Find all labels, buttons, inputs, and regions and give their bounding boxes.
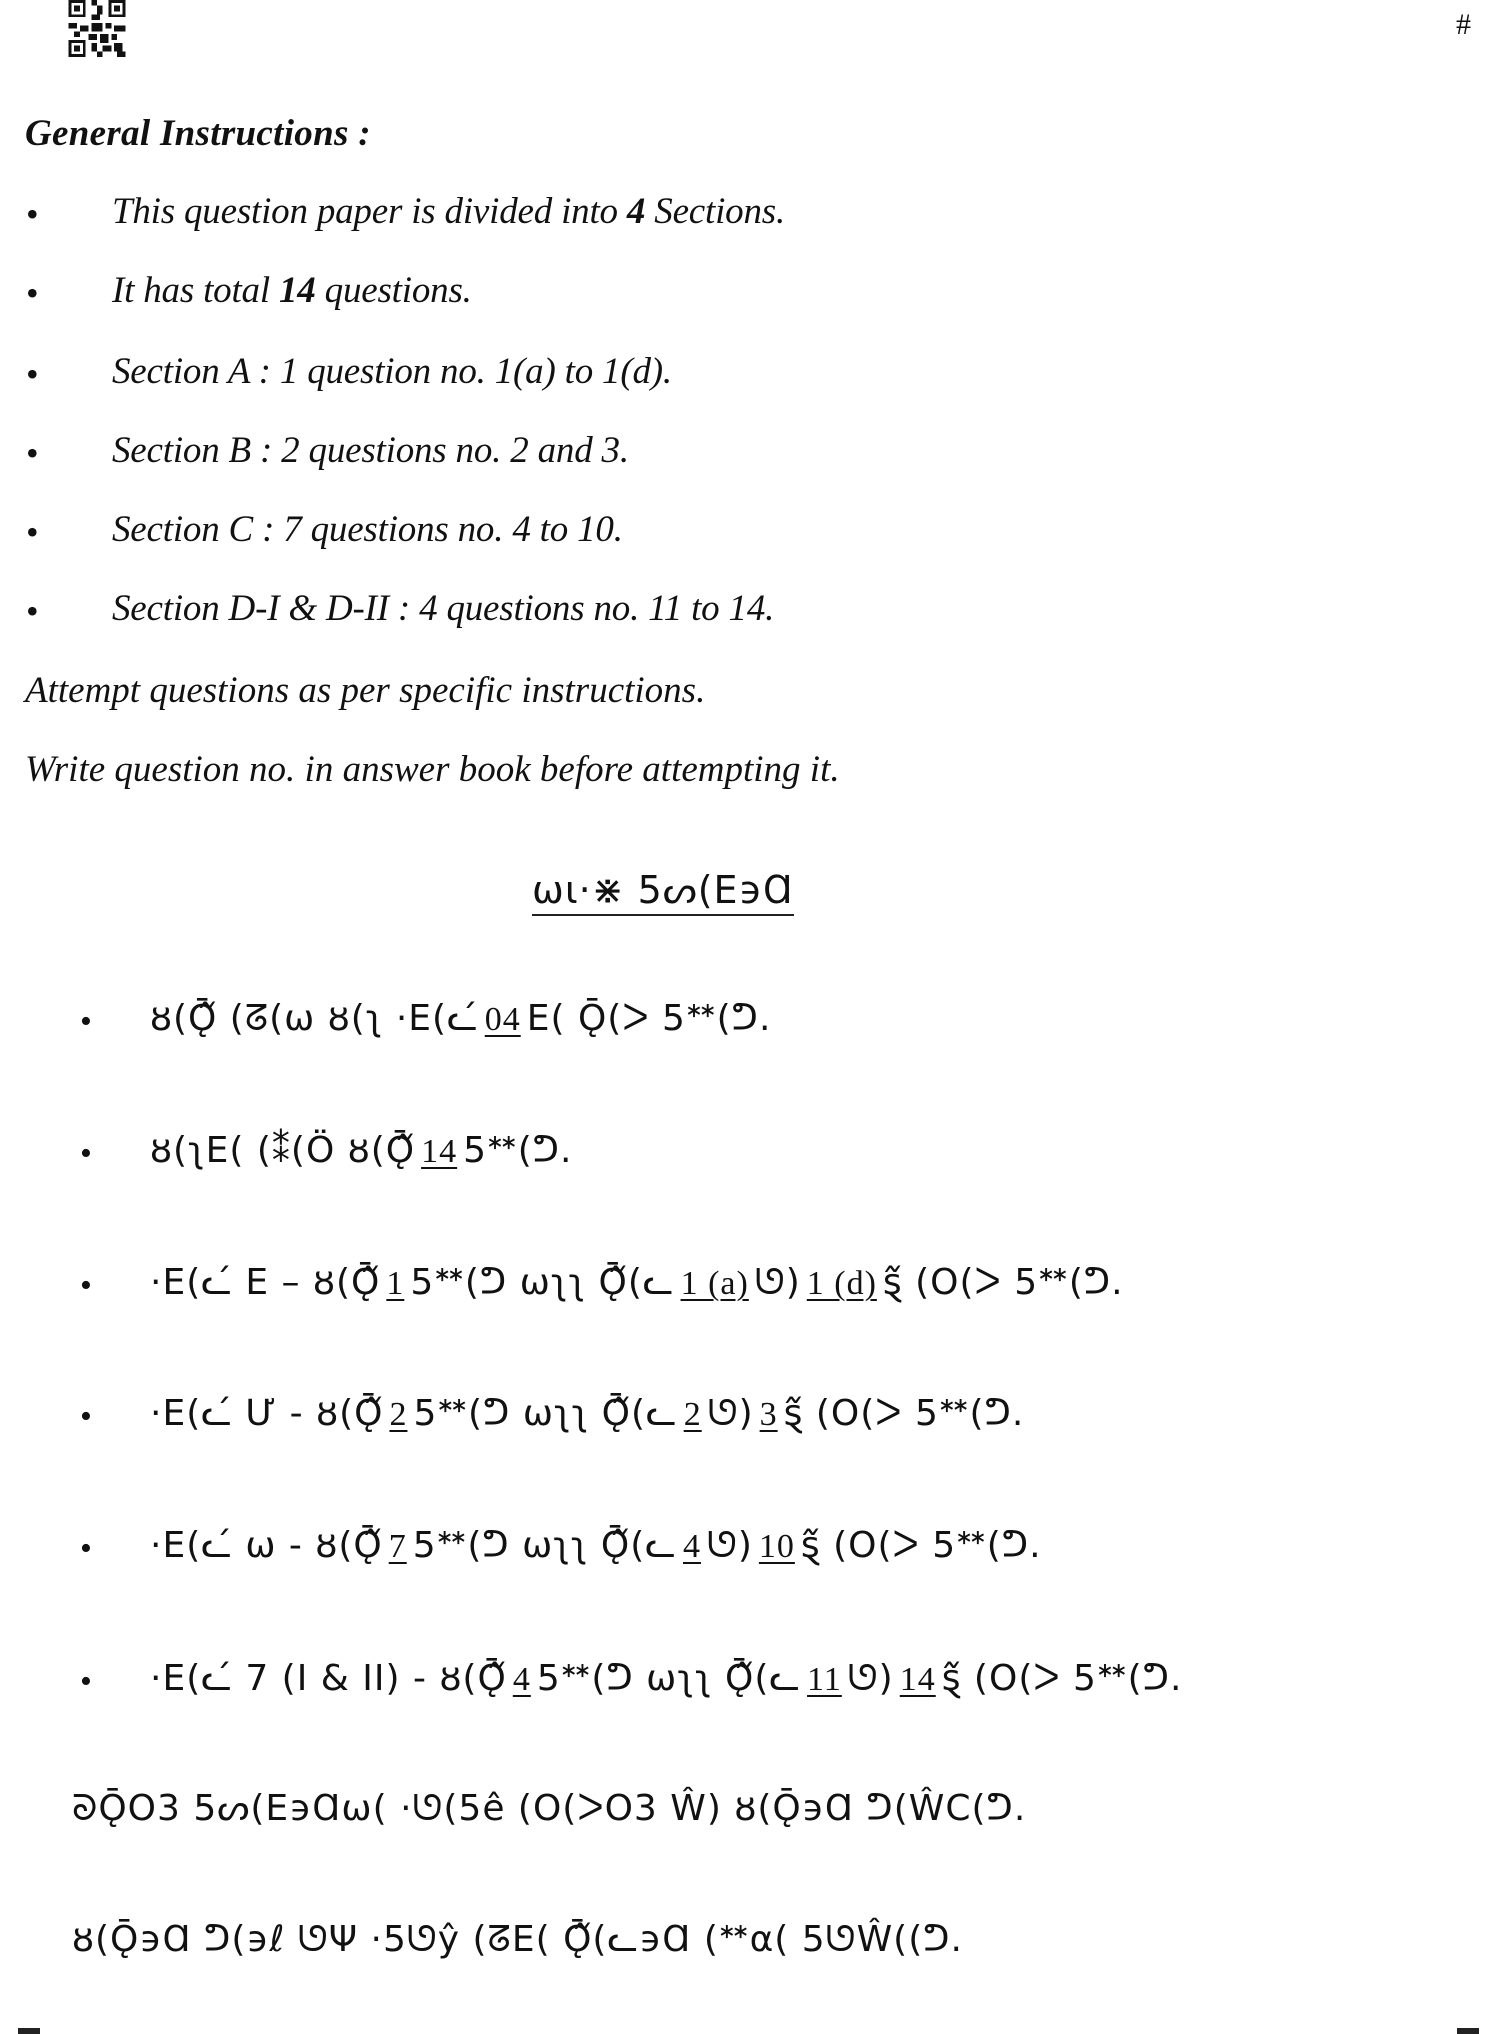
script-instruction-note: ᘐǬO3 5ᔕ(E϶Ɑω( ·ᘎ(5ê (O(ᐳO3 Ŵ) ȣ(Ǭ϶Ɑ ᕤ(ŴC(ᕤ.	[72, 1788, 1027, 1829]
bullet-icon: •	[80, 1663, 92, 1700]
instruction-note: Attempt questions as per specific instructions.	[25, 670, 706, 711]
script-instruction-item: ·E(ᓚ́ ω - ȣ(Ǭ᷉ 7 5ᕯ(ᕤ ωʅʅ Ǭ᷉(ᓚ 4 ᘎ) 10 ȿ᷉ (O(ᐳ 5ᕯ(ᕤ.	[150, 1525, 1042, 1566]
script-instruction-item: ȣ(Ǭ᷉ (ᘔ(ω ȣ(ʅ ·E(ᓚ́ 04 E( Ǭ(ᐳ 5ᕯ(ᕤ.	[150, 998, 772, 1039]
bullet-icon: •	[26, 433, 39, 473]
script-instruction-note: ȣ(Ǭ϶Ɑ ᕤ(϶ℓ ᘎΨ ·5ᘎŷ (ᘔE( Ǭ᷉(ᓚ϶Ɑ (ᕯα( 5ᘎŴ((ᕤ.	[72, 1919, 963, 1960]
instruction-item: Section C : 7 questions no. 4 to 10.	[112, 509, 623, 550]
bullet-icon: •	[80, 1530, 92, 1567]
qr-code-icon	[68, 0, 126, 57]
page-marker: #	[1456, 8, 1471, 41]
script-instruction-item: ·E(ᓚ́ E – ȣ(Ǭ᷉ 1 5ᕯ(ᕤ ωʅʅ Ǭ᷉(ᓚ 1 (a) ᘎ) 1 (d) ȿ᷉ (O(ᐳ 5ᕯ(ᕤ.	[150, 1262, 1124, 1303]
bullet-icon: •	[26, 194, 39, 234]
script-instruction-item: ·E(ᓚ́ Ư - ȣ(Ǭ᷉ 2 5ᕯ(ᕤ ωʅʅ Ǭ᷉(ᓚ 2 ᘎ) 3 ȿ᷉ (O(ᐳ 5ᕯ(ᕤ.	[150, 1393, 1025, 1434]
instruction-item: Section A : 1 question no. 1(a) to 1(d).	[112, 351, 672, 392]
bullet-icon: •	[80, 1135, 92, 1172]
bottom-right-mark	[1457, 2028, 1479, 2034]
general-instructions-heading: General Instructions :	[25, 113, 371, 154]
instruction-item: Section B : 2 questions no. 2 and 3.	[112, 430, 629, 471]
bullet-icon: •	[26, 512, 39, 552]
bullet-icon: •	[26, 273, 39, 313]
script-section-title: ωɩ·⋇ 5ᔕ(E϶Ɑ	[532, 868, 794, 916]
bullet-icon: •	[80, 1003, 92, 1040]
bullet-icon: •	[26, 354, 39, 394]
bottom-left-mark	[18, 2028, 40, 2034]
bullet-icon: •	[80, 1267, 92, 1304]
instruction-item: It has total 14 questions.	[112, 270, 472, 311]
instruction-item: This question paper is divided into 4 Sections.	[112, 191, 786, 232]
script-instruction-item: ·E(ᓚ́ 7 (I & II) - ȣ(Ǭ᷉ 4 5ᕯ(ᕤ ωʅʅ Ǭ᷉(ᓚ 11 ᘎ) 14 ȿ᷉ (O(ᐳ 5ᕯ(ᕤ.	[150, 1658, 1183, 1699]
instruction-item: Section D-I & D-II : 4 questions no. 11 to 14.	[112, 588, 775, 629]
script-instruction-item: ȣ(ʅE( (⁑(Ö ȣ(Ǭ᷉ 14 5ᕯ(ᕤ.	[150, 1130, 573, 1171]
instruction-note: Write question no. in answer book before attempting it.	[25, 749, 840, 790]
bullet-icon: •	[26, 591, 39, 631]
bullet-icon: •	[80, 1398, 92, 1435]
